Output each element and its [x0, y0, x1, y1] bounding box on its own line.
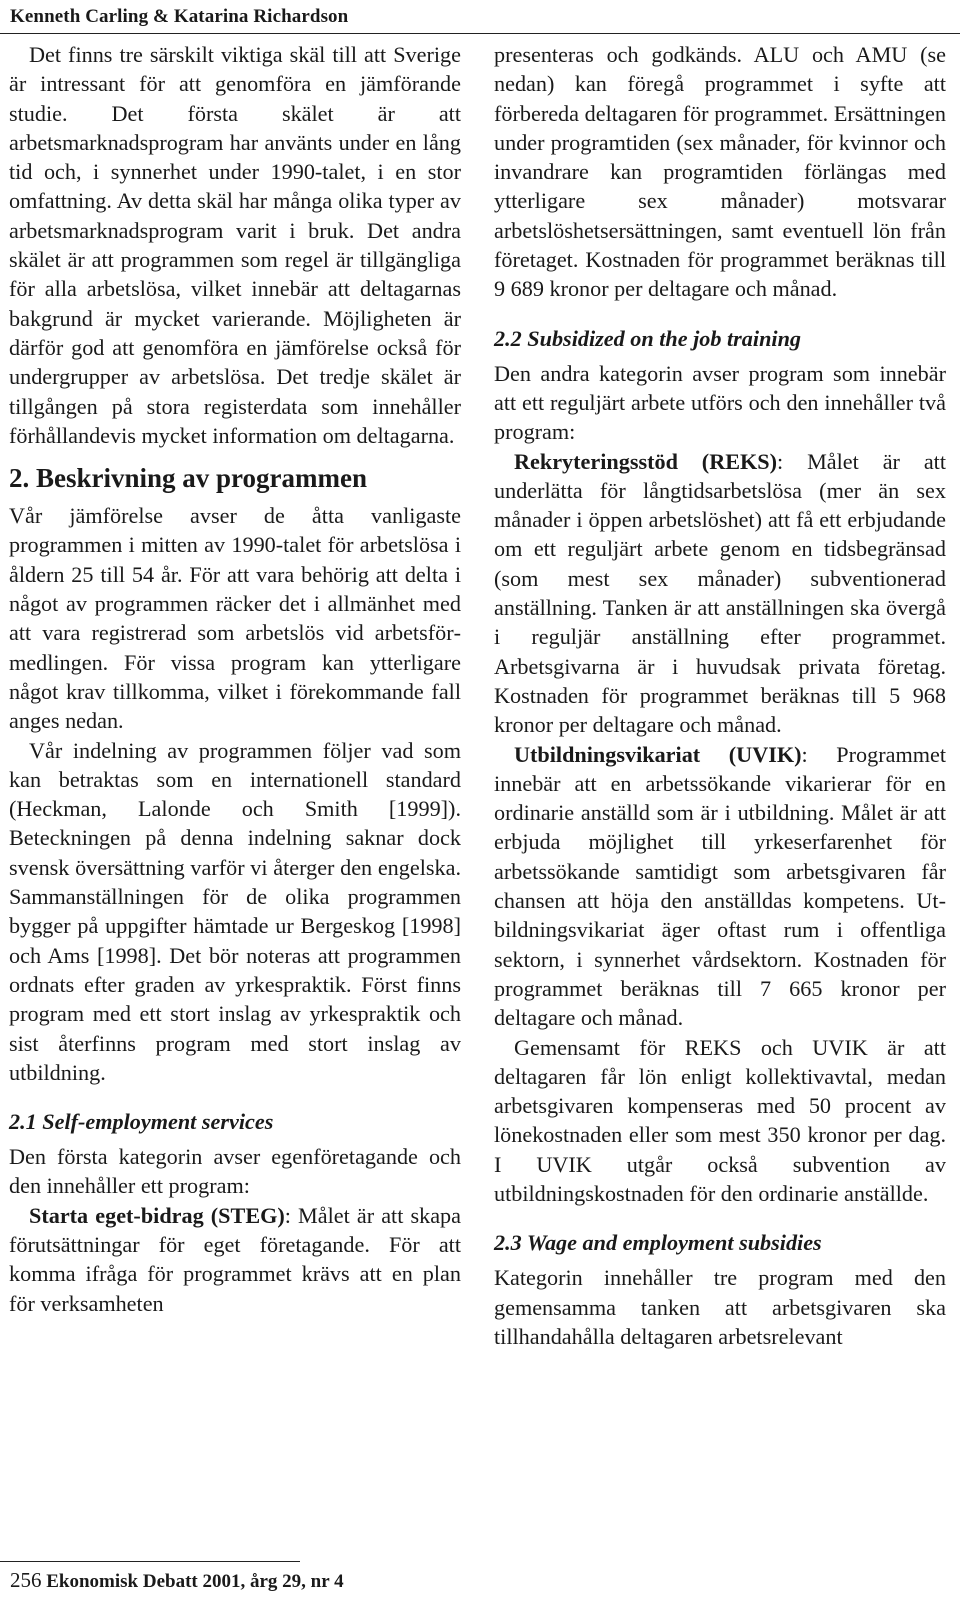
section-heading: 2. Beskrivning av programmen	[9, 463, 368, 494]
left-column	[9, 40, 461, 1318]
spacer	[494, 304, 946, 314]
uvik-text: : Programmet innebär att en arbetssökande vikarierar för en ordinarie anställd som är i utbildning. Målet är att erbjuda möjlighet till yrkeserfarenhet för arbetssökande samtidigt som arbetsgivaren får chansen att höja den anställdas kompetens. Utbildningsvikariat äger oftast rum i offentliga sektorn, i synnerhet vårdsektorn. Kostnaden för programmet beräknas till 7 665 kronor per deltagare och månad.	[494, 741, 946, 1031]
right-paragraph-category-two: Den andra kategorin avser program som innebär att ett reguljärt arbete utförs och den innehåller två program:	[494, 360, 946, 445]
spacer	[9, 1087, 461, 1097]
page-number: 256	[10, 1568, 42, 1592]
footer-rule	[0, 1561, 300, 1562]
right-paragraph-category-three: Kategorin innehåller tre program med den gemensamma tanken att arbetsgivaren ska tillhandahålla deltagaren arbetsrelevant	[494, 1265, 946, 1349]
right-paragraph-continued: presenteras och godkänds. ALU och AMU (se nedan) kan föregå programmet i syfte att förbereda deltagaren för programmet. Ersättningen under programtiden (sex månader, för kvinnor och invandrare kan programtiden förlängas med ytterligare sex månader) motsvarar arbetslöshetsersättningen, samt eventuell lön från företaget. Kostnaden för programmet beräknas till 9 689 kronor per deltagare och månad.	[494, 42, 946, 302]
header-rule	[0, 33, 960, 34]
steg-text: : Målet är att skapa förutsättningar för eget företagande. För att komma ifråga för programmet krävs att en plan för verksamheten	[9, 1202, 461, 1316]
running-head-authors: Kenneth Carling & Katarina Richardson	[10, 6, 349, 27]
page-footer	[10, 1568, 344, 1593]
steg-term: Starta eget-bidrag (STEG)	[29, 1202, 285, 1228]
left-paragraph-intro: Det finns tre särskilt viktiga skäl till att Sverige är intressant för att genomföra en jämförande studie. Det första skälet är att arbetsmarknadsprogram har använts under en lång tid och, i synnerhet under 1990-talet, i en stor omfattning. Av detta skäl har många olika typer av arbetsmarknadsprogram varit i bruk. Det andra skälet är att programmen som regel är tillgängliga för alla arbetslösa, vilket innebär att deltagarnas bakgrund är mycket varierande. Möjligheten är därför god att genomföra en jämförelse också för undergrupper av arbetslösa. Det tredje skälet är tillgången på stora registerdata som innehåller förhållandevis mycket information om deltagarna.	[9, 42, 461, 448]
spacer	[494, 1208, 946, 1218]
reks-text: : Målet är att underlätta för långtidsarbetslösa (mer än sex månader i öppen arbetslöshet) att få ett erbjudande om ett reguljärt arbete genom en tidsbegränsad (som mest sex månader) subventionerad anställning. Tanken är att anställningen ska övergå i reguljär anställning efter programmet. Arbetsgivarna är i huvudsak privata företag. Kostnaden för programmet beräknas till 5 968 kronor per deltagare och månad.	[494, 448, 946, 738]
journal-citation: Ekonomisk Debatt 2001, årg 29, nr 4	[46, 1571, 344, 1592]
right-paragraph-common: Gemensamt för REKS och UVIK är att deltagaren får lön enligt kollektivavtal, medan arbetsgivaren kompenseras med 50 procent av lönekostnaden eller som mest 350 kronor per dag. I UVIK utgår också subvention av utbildningskostnaden för den ordinarie anställde.	[494, 1034, 946, 1206]
steg-definition	[9, 1201, 461, 1318]
left-paragraph-category-one: Den första kategorin avser egenföretagande och den innehåller ett program:	[9, 1144, 461, 1199]
subsection-heading-wage-subsidies: 2.3 Wage and employment subsidies	[494, 1230, 822, 1256]
uvik-definition	[494, 740, 946, 1033]
right-column	[494, 40, 946, 1351]
uvik-term: Utbildningsvikariat (UVIK)	[514, 741, 802, 767]
reks-term: Rekryteringsstöd (REKS)	[514, 448, 778, 474]
left-paragraph-classification: Vår indelning av programmen följer vad som kan betraktas som en internationell standard (Heckman, Lalonde och Smith [1999]). Beteckningen på denna indelning saknar dock svensk översättning varför vi återger den engelska. Sammanställningen för de olika programmen bygger på uppgifter hämtade ur Bergeskog [1998] och Ams [1998]. Det bör noteras att programmen ordnats efter graden av yrkespraktik. Först finns program med ett stort inslag av yrkespraktik och sist återfinns program med stort inslag av utbildning.	[9, 737, 461, 1085]
subsection-heading-job-training: 2.2 Subsidized on the job training	[494, 325, 802, 351]
left-paragraph-comparison: Vår jämförelse avser de åtta vanligaste programmen i mitten av 1990-talet för arbetslösa i åldern 25 till 54 år. För att vara behörig att delta i något av programmen räcker det i allmänhet med att vara registrerad som arbetslös vid arbetsförmedlingen. För vissa program kan ytterligare något krav tillkomma, vilket i förekommande fall anges nedan.	[9, 503, 461, 734]
reks-definition	[494, 447, 946, 740]
subsection-heading-self-employment: 2.1 Self-employment services	[9, 1109, 274, 1135]
